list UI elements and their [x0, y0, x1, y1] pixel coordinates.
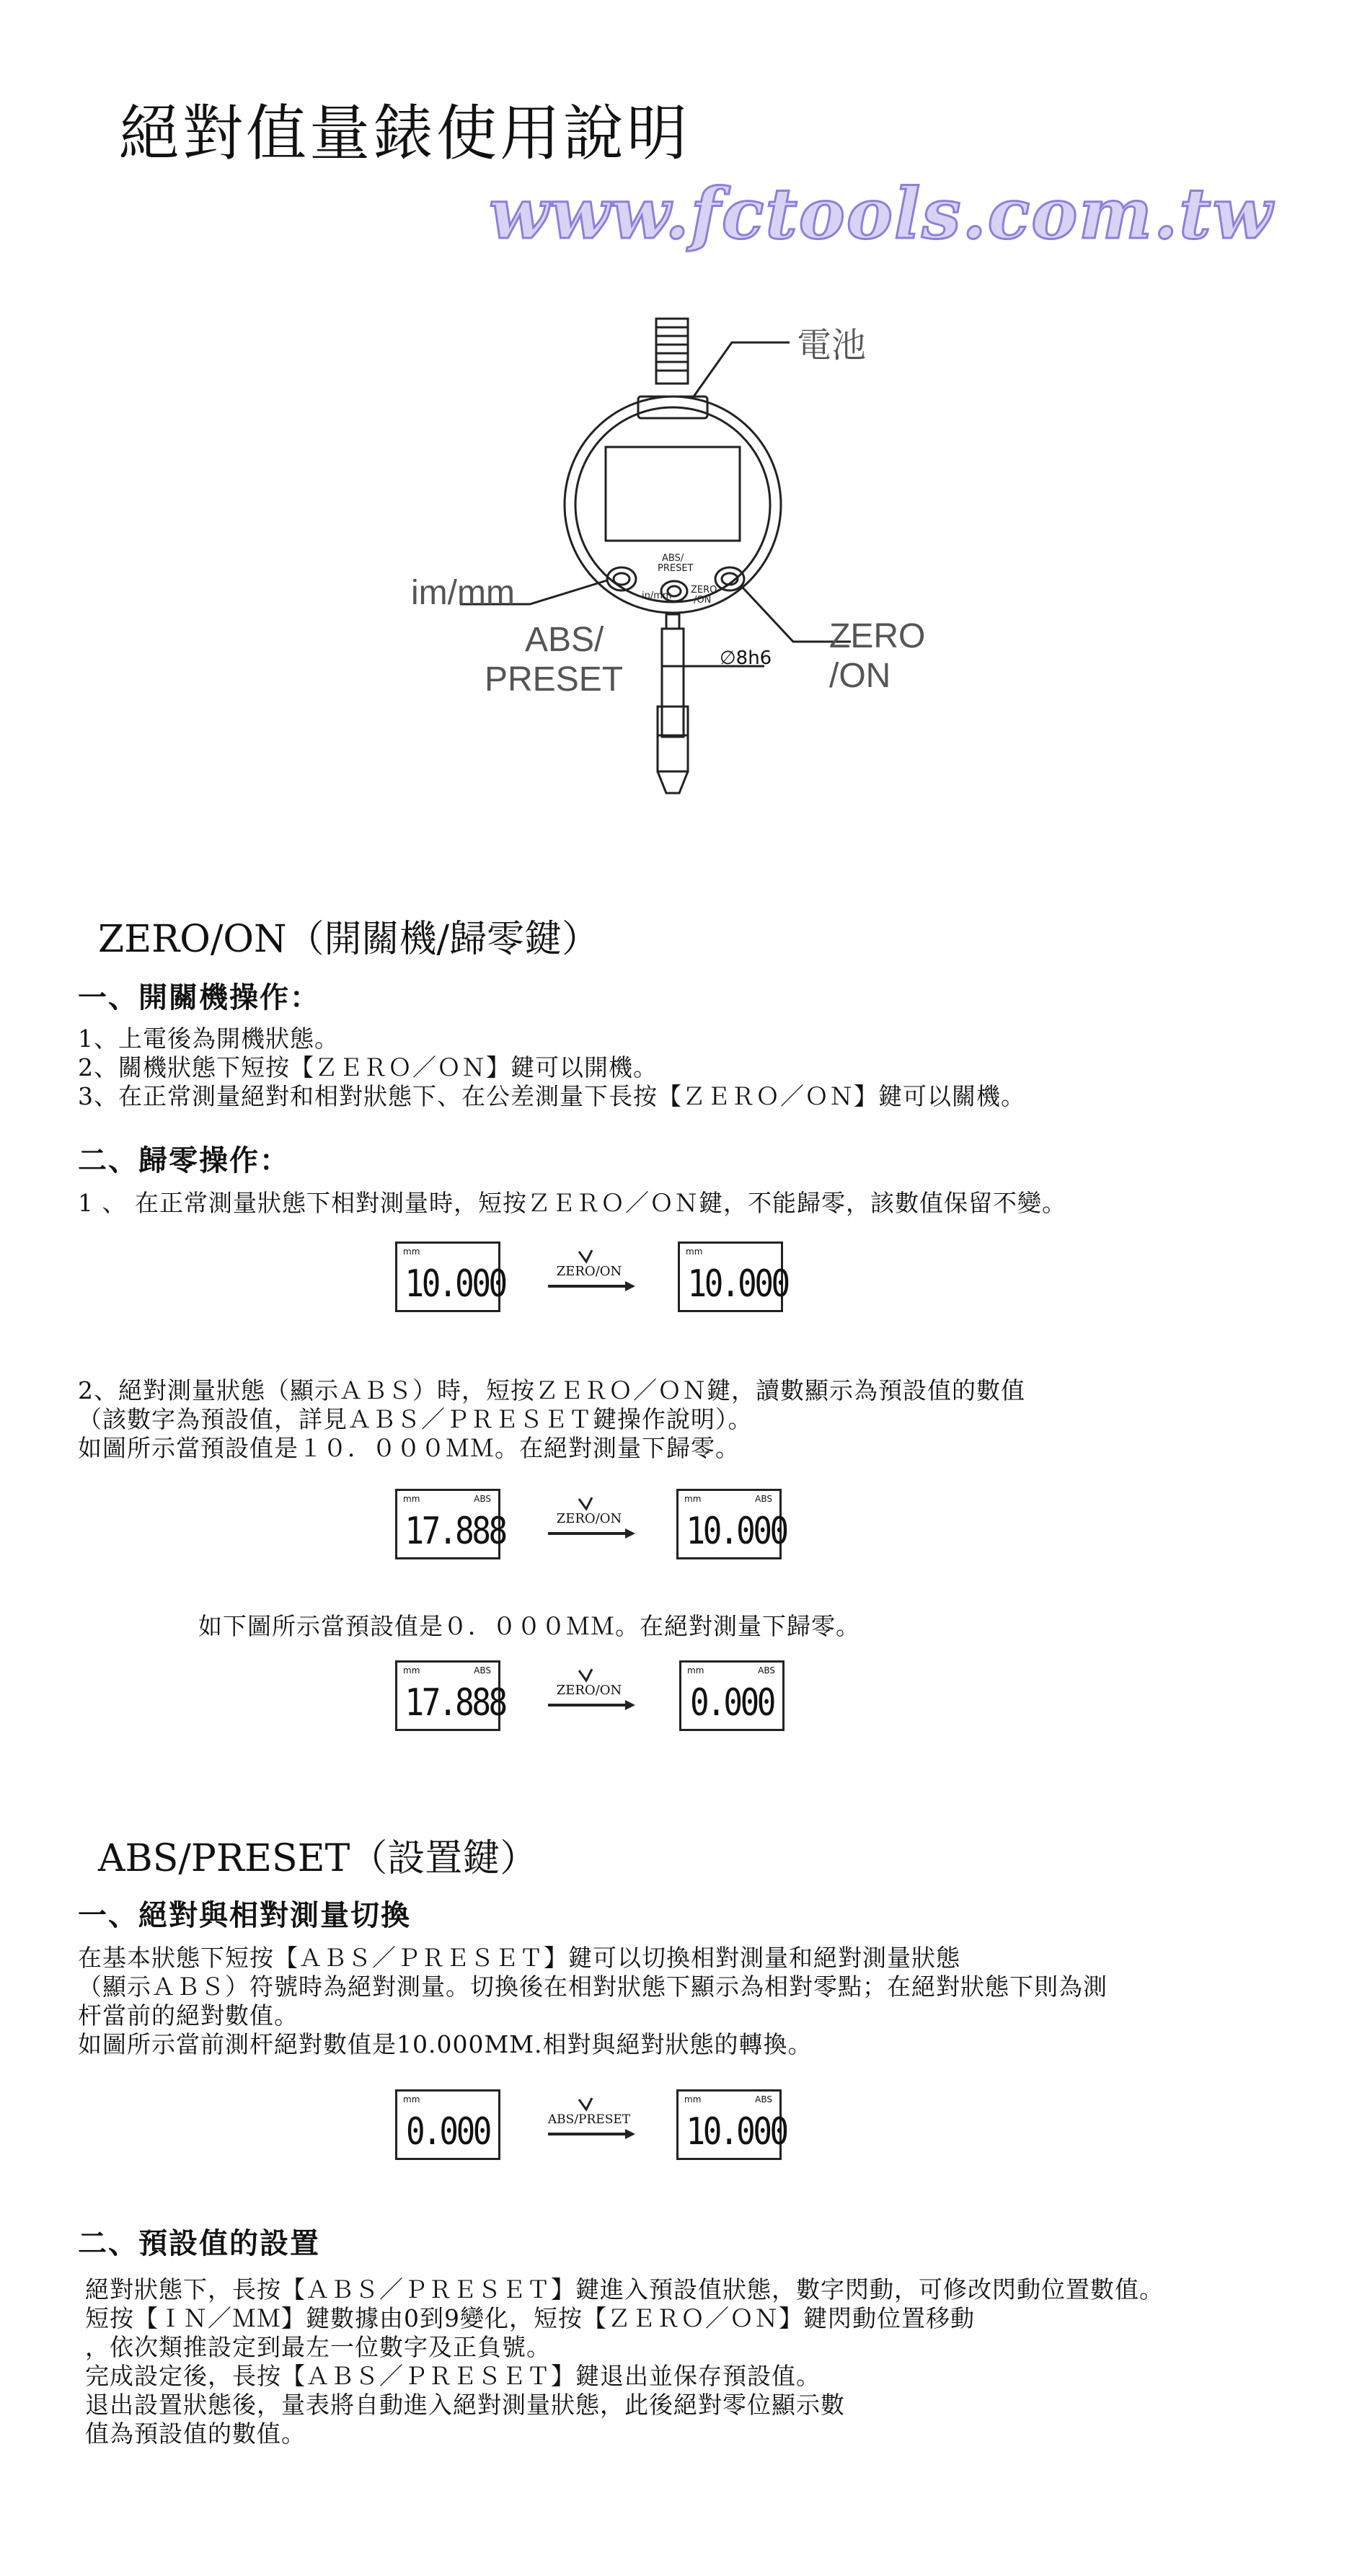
battery-label: 電池 — [797, 325, 867, 366]
svg-text:in/mm: in/mm — [642, 590, 672, 601]
preset-label: PRESET — [485, 660, 624, 699]
lcd-display: mm ABS 17.888 — [395, 1660, 500, 1731]
svg-text:ABS/: ABS/ — [662, 553, 684, 564]
text-line: （該數字為預設值，詳見ＡＢＳ／ＰＲＥＳＥＴ鍵操作說明）。 — [78, 1405, 753, 1433]
text-line: 2、絕對測量狀態（顯示ＡＢＳ）時，短按ＺＥＲＯ／ＯＮ鍵，讀數顯示為預設值的數值 — [78, 1376, 1025, 1404]
on-label: /ON — [829, 657, 891, 695]
text-line: 1 、 在正常測量狀態下相對測量時，短按ＺＥＲＯ／ＯＮ鍵，不能歸零，該數值保留不變。 — [78, 1189, 1066, 1217]
text-line: 如圖所示當前測杆絕對數值是10.000MM.相對與絕對狀態的轉換。 — [78, 2030, 813, 2058]
text-line: 2、關機狀態下短按【ＺＥＲＯ／ＯＮ】鍵可以開機。 — [78, 1053, 658, 1081]
lcd-display: mm ABS 0.000 — [679, 1660, 785, 1731]
arrow-label: ABS/PRESET — [547, 2112, 631, 2127]
section-abs-preset-heading: ABS/PRESET（設置鍵） — [98, 1837, 538, 1880]
text-line: （顯示ＡＢＳ）符號時為絕對測量。切換後在相對狀態下顯示為相對零點；在絕對狀態下則為測 — [78, 1973, 1108, 2001]
arrow-label: ZERO/ON — [556, 1511, 622, 1526]
text-line: 絕對狀態下，長按【ＡＢＳ／ＰＲＥＳＥＴ】鍵進入預設值狀態，數字閃動，可修改閃動位置數值。 — [85, 2275, 1164, 2303]
arrow-icon — [544, 2094, 638, 2144]
lcd-display: mm ABS 10.000 — [676, 2089, 782, 2160]
indicator-diagram — [389, 303, 981, 822]
text-line: 值為預設值的數值。 — [85, 2420, 306, 2448]
website-watermark: www.fctools.com.tw — [489, 173, 1274, 254]
text-line: 如下圖所示當預設值是０．０００ＭＭ。在絕對測量下歸零。 — [198, 1612, 860, 1640]
lcd-display: mm 10.000 — [678, 1241, 783, 1312]
arrow-icon — [544, 1493, 638, 1544]
page-title: 絕對值量錶使用說明 — [119, 98, 691, 169]
arrow-label: ZERO/ON — [556, 1264, 622, 1279]
svg-text:PRESET: PRESET — [658, 563, 694, 574]
inmm-label: im/mm — [411, 574, 515, 612]
text-line: ，依次類推設定到最左一位數字及正負號。 — [85, 2333, 551, 2361]
subheading-power: 一、開關機操作： — [78, 981, 320, 1014]
abs-label: ABS/ — [525, 621, 604, 659]
arrow-icon — [544, 1246, 638, 1296]
arrow-label: ZERO/ON — [556, 1683, 622, 1698]
subheading-zero: 二、歸零操作： — [78, 1143, 290, 1177]
subheading-switch: 一、絕對與相對測量切換 — [78, 1898, 411, 1932]
text-line: 杆當前的絕對數值。 — [78, 2001, 299, 2030]
text-line: 短按【ＩＮ／ＭＭ】鍵數據由0到9變化，短按【ＺＥＲＯ／ＯＮ】鍵閃動位置移動 — [85, 2304, 975, 2332]
svg-text:/ON: /ON — [694, 595, 712, 606]
text-line: 1、上電後為開機狀態。 — [78, 1024, 339, 1053]
text-line: 如圖所示當預設值是１０．０００ＭＭ。在絕對測量下歸零。 — [78, 1434, 740, 1462]
text-line: 完成設定後，長按【ＡＢＳ／ＰＲＥＳＥＴ】鍵退出並保存預設值。 — [85, 2362, 821, 2390]
svg-text:ZERO: ZERO — [691, 585, 717, 596]
lcd-display: mm ABS 10.000 — [676, 1489, 782, 1559]
section-zero-on-heading: ZERO/ON（開關機/歸零鍵） — [98, 918, 600, 961]
lcd-display: mm 10.000 — [395, 1241, 500, 1312]
lcd-display: mm 0.000 — [395, 2089, 500, 2160]
diameter-label: ∅8h6 — [720, 647, 772, 669]
text-line: 3、在正常測量絕對和相對狀態下、在公差測量下長按【ＺＥＲＯ／ＯＮ】鍵可以關機。 — [78, 1082, 1025, 1110]
arrow-icon — [544, 1665, 638, 1715]
text-line: 退出設置狀態後，量表將自動進入絕對測量狀態，此後絕對零位顯示數 — [85, 2391, 845, 2419]
zero-label: ZERO — [829, 617, 926, 655]
text-line: 在基本狀態下短按【ＡＢＳ／ＰＲＥＳＥＴ】鍵可以切換相對測量和絕對測量狀態 — [78, 1944, 960, 1972]
lcd-display: mm ABS 17.888 — [395, 1489, 500, 1559]
subheading-preset: 二、預設值的設置 — [78, 2226, 320, 2260]
